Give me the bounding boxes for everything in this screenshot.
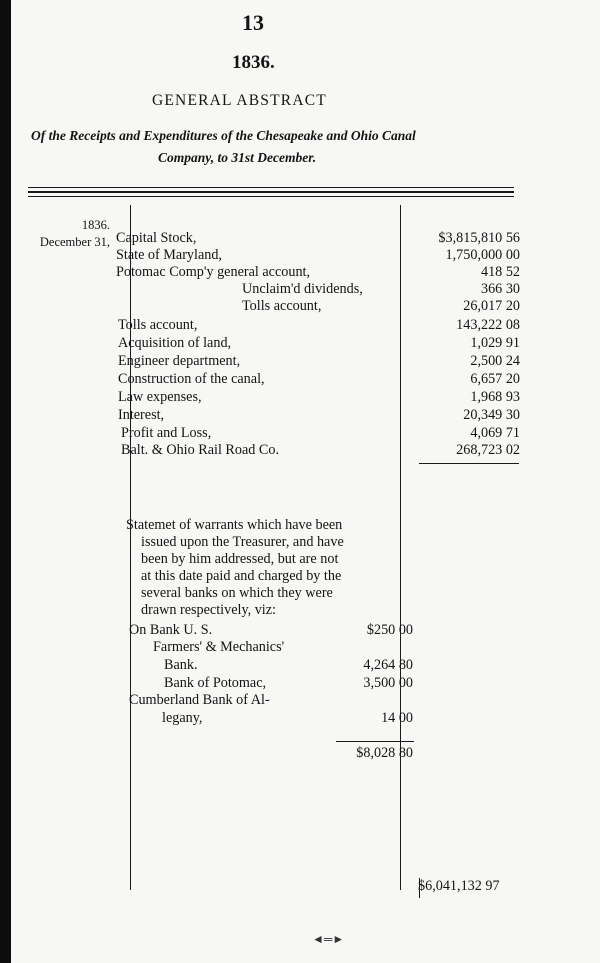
entry-amount: 4,069 71 [470,425,520,441]
entry-amount: 1,750,000 00 [445,247,520,263]
entry-amount: 2,500 24 [470,353,520,369]
subtitle-line-2: Company, to 31st December. [158,150,317,165]
column-total-rule [419,463,519,464]
entry-label: State of Maryland, [116,247,222,263]
statement-line: several banks on which they were [141,585,333,601]
entry-amount: 143,222 08 [456,317,520,333]
entry-date-day: December 31, [39,235,110,249]
entry-amount: 268,723 02 [456,442,520,458]
header-rule [28,196,514,197]
footer-ornament: ◄═► [312,932,345,946]
document-title: GENERAL ABSTRACT [152,92,327,109]
entry-amount: 6,657 20 [470,371,520,387]
page-binding-edge [0,0,11,963]
entry-label: Construction of the canal, [118,371,265,387]
statement-line: at this date paid and charged by the [141,568,342,584]
warrant-total-rule [336,741,414,742]
subtitle-line-1: Of the Receipts and Expenditures of the Chesapeake and Ohio Canal [31,128,416,143]
warrant-total: $8,028 80 [356,745,413,761]
entry-amount: 1,029 91 [470,335,520,351]
entry-amount: 418 52 [480,264,520,280]
warrant-amount: 3,500 00 [363,675,413,691]
grand-total: $6,041,132 97 [418,878,500,894]
statement-line: been by him addressed, but are not [141,551,339,567]
entry-amount: 366 30 [480,281,520,297]
warrant-bank-label: On Bank U. S. [129,622,213,638]
page-number: 13 [242,10,264,35]
entry-amount: 26,017 20 [463,298,520,314]
entry-amount: 20,349 30 [463,407,520,423]
column-divider-left [130,205,131,890]
header-rule [28,187,514,188]
entry-label: Profit and Loss, [121,425,212,441]
header-rule [28,191,514,193]
entry-label: Engineer department, [118,353,241,369]
entry-label: Interest, [118,407,165,423]
warrant-amount: 4,264 80 [363,657,413,673]
entry-amount: $3,815,810 56 [438,230,520,246]
statement-line: Statemet of warrants which have been [126,517,343,533]
entry-label: Balt. & Ohio Rail Road Co. [121,442,280,458]
warrant-amount: 14 00 [381,710,413,726]
warrant-bank-label: Cumberland Bank of Al- [129,692,270,708]
entry-label: Tolls account, [118,317,198,333]
warrant-bank-label: Bank. [164,657,198,673]
statement-line: drawn respectively, viz: [141,602,276,618]
entry-label: Tolls account, [242,298,322,314]
entry-date-year: 1836. [81,218,110,232]
warrant-amount: $250 00 [366,622,413,638]
entry-label: Potomac Comp'y general account, [116,264,311,280]
year-heading: 1836. [232,52,275,73]
warrant-bank-label: Farmers' & Mechanics' [153,639,285,655]
warrant-bank-label: legany, [162,710,203,726]
entry-label: Capital Stock, [116,230,197,246]
warrant-bank-label: Bank of Potomac, [164,675,267,691]
entry-label: Acquisition of land, [118,335,232,351]
entry-amount: 1,968 93 [470,389,520,405]
entry-label: Law expenses, [118,389,202,405]
entry-label: Unclaim'd dividends, [242,281,363,297]
statement-line: issued upon the Treasurer, and have [141,534,344,550]
